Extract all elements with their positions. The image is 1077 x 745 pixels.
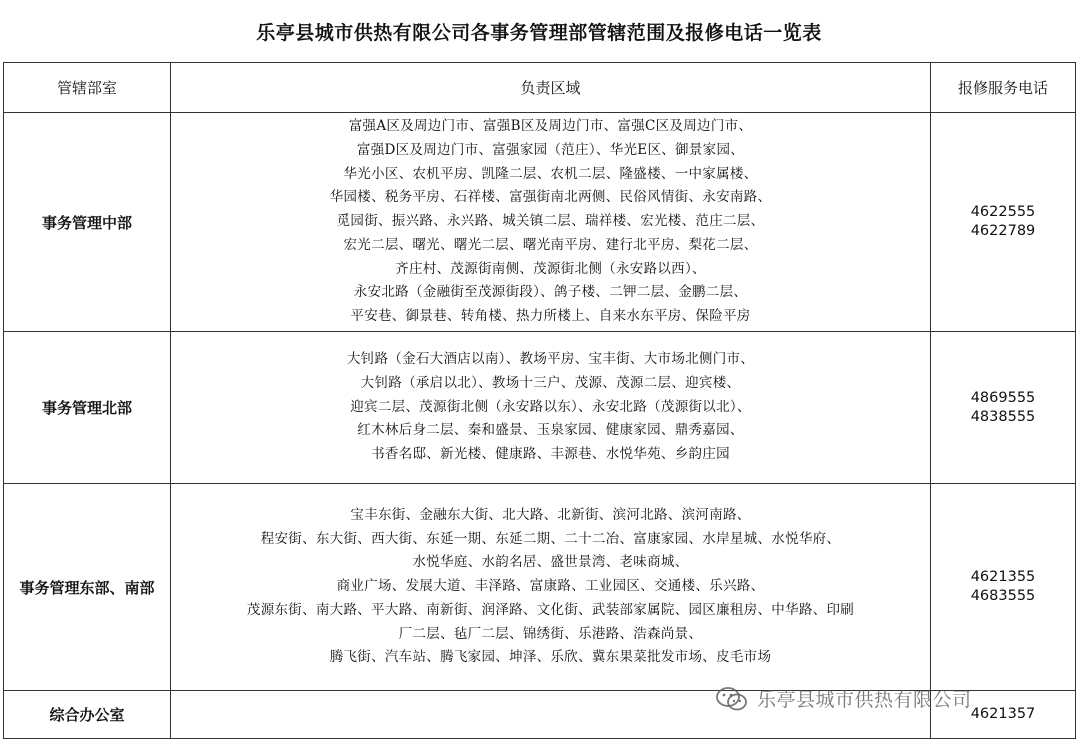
dept-cell: 事务管理东部、南部 (4, 484, 171, 691)
phone-number: 4622789 (970, 223, 1036, 239)
header-dept: 管辖部室 (4, 63, 171, 113)
area-line: 华园楼、税务平房、石祥楼、富强街南北两侧、民俗风情街、永安南路、 (329, 189, 772, 206)
phone-number: 4622555 (970, 204, 1036, 220)
area-line: 富强A区及周边门市、富强B区及周边门市、富强C区及周边门市、 (348, 117, 753, 134)
area-line: 大钊路（承启以北）、教场十三户、茂源、茂源二层、迎宾楼、 (360, 374, 741, 391)
area-line: 齐庄村、茂源街南侧、茂源街北侧（永安路以西）、 (395, 260, 706, 277)
area-line: 书香名邸、新光楼、健康路、丰源巷、水悦华苑、乡韵庄园 (371, 446, 730, 463)
area-line: 富强D区及周边门市、富强家园（范庄）、华光E区、御景家园、 (356, 141, 745, 158)
area-line: 觅园街、振兴路、永兴路、城关镇二层、瑞祥楼、宏光楼、范庄二层、 (336, 213, 765, 230)
phone-number: 4683555 (970, 588, 1036, 604)
area-line: 华光小区、农机平房、凯隆二层、农机二层、隆盛楼、一中家属楼、 (343, 165, 758, 182)
area-line: 迎宾二层、茂源街北侧（永安路以东）、永安北路（茂源街以北）、 (350, 398, 751, 415)
watermark-text: 乐亭县城市供热有限公司 (757, 689, 972, 711)
document-sheet (3, 4, 1075, 744)
area-line: 水悦华庭、水韵名居、盛世景湾、老味商城、 (412, 554, 689, 571)
phone-cell (931, 332, 1076, 484)
phone-cell (931, 113, 1076, 332)
area-line: 程安街、东大街、西大街、东延一期、东延二期、二十二冶、富康家园、水岸星城、水悦华府、 (260, 530, 841, 547)
dept-cell: 事务管理中部 (4, 113, 171, 332)
header-area: 负责区域 (171, 63, 931, 113)
phone-number: 4621357 (970, 706, 1036, 722)
area-cell (171, 113, 931, 332)
table-header-row (4, 63, 1076, 113)
area-line: 厂二层、毡厂二层、锦绣街、乐港路、浩森尚景、 (398, 625, 703, 642)
area-line: 商业广场、发展大道、丰泽路、富康路、工业园区、交通楼、乐兴路、 (336, 578, 765, 595)
dept-cell: 综合办公室 (4, 691, 171, 739)
phone-number: 4838555 (970, 408, 1036, 425)
watermark (715, 685, 972, 712)
area-line: 红木林后身二层、秦和盛景、玉泉家园、健康家园、鼎秀嘉园、 (357, 422, 744, 439)
jurisdiction-table (3, 62, 1076, 739)
area-line: 大钊路（金石大酒店以南）、教场平房、宝丰街、大市场北侧门市、 (346, 351, 755, 367)
phone-number: 4869555 (970, 389, 1036, 406)
area-line: 平安巷、御景巷、转角楼、热力所楼上、自来水东平房、保险平房 (350, 308, 751, 325)
phone-cell (931, 484, 1076, 691)
wechat-icon (715, 686, 749, 712)
header-phone: 报修服务电话 (931, 63, 1076, 113)
area-cell (171, 332, 931, 484)
dept-cell: 事务管理北部 (4, 332, 171, 484)
table-row (4, 113, 1076, 332)
area-line: 宝丰东街、金融东大街、北大路、北新街、滨河北路、滨河南路、 (350, 506, 751, 523)
phone-number: 4621355 (970, 569, 1036, 585)
area-line: 永安北路（金融街至茂源街段）、鸽子楼、二钾二层、金鹏二层、 (353, 284, 748, 301)
area-line: 腾飞街、汽车站、腾飞家园、坤泽、乐欣、冀东果菜批发市场、皮毛市场 (329, 649, 772, 666)
area-cell (171, 484, 931, 691)
page-title: 乐亭县城市供热有限公司各事务管理部管辖范围及报修电话一览表 (256, 22, 822, 44)
table-row (4, 332, 1076, 484)
area-line: 茂源东街、南大路、平大路、南新街、润泽路、文化街、武装部家属院、园区廉租房、中华路、印刷 (246, 601, 855, 618)
table-row (4, 484, 1076, 691)
area-line: 宏光二层、曙光、曙光二层、曙光南平房、建行北平房、梨花二层、 (343, 236, 758, 253)
